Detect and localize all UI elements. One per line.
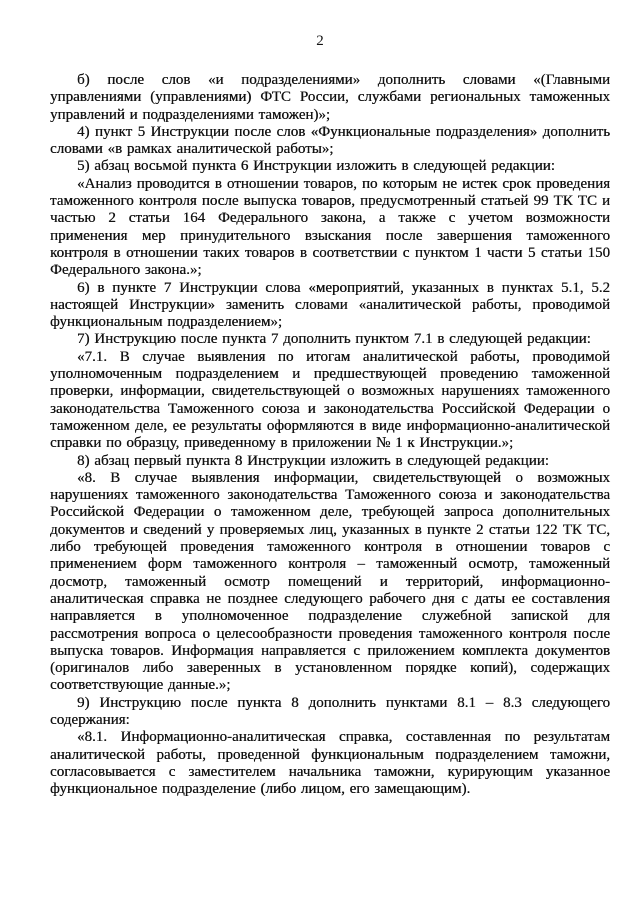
document-body (50, 72, 610, 798)
page-number: 2 (316, 33, 324, 49)
paragraph: «7.1. В случае выявления по итогам аналитической работы, проводимой уполномоченным подразделением и предшествующей проведению таможенной проверки, информации, свидетельствующей о возможных нарушениях таможенного законодательства Таможенного союза и законодательства Российской Федерации о таможенном деле, ее результаты оформляются в виде информационно-аналитической справки по образцу, приведенному в приложении № 1 к Инструкции.»; (50, 348, 610, 452)
paragraph: «Анализ проводится в отношении товаров, по которым не истек срок проведения таможенного контроля после выпуска товаров, предусмотренный статьей 99 ТК ТС и частью 2 статьи 164 Федерального закона, а также с учетом возможности применения мер принудительного взыскания после завершения таможенного контроля в отношении таких товаров в соответствии с пунктом 1 части 5 статьи 150 Федерального закона.»; (50, 175, 610, 279)
paragraph: б) после слов «и подразделениями» дополнить словами «(Главными управлениями (управлениями) ФТС России, службами региональных таможенных управлений и подразделениями таможен)»; (50, 72, 610, 123)
paragraph: 8) абзац первый пункта 8 Инструкции изложить в следующей редакции: (77, 452, 549, 469)
paragraph: 7) Инструкцию после пункта 7 дополнить пунктом 7.1 в следующей редакции: (77, 331, 591, 348)
paragraph: 5) абзац восьмой пункта 6 Инструкции изложить в следующей редакции: (77, 158, 555, 175)
paragraph: 9) Инструкцию после пункта 8 дополнить пунктами 8.1 – 8.3 следующего содержания: (50, 694, 610, 728)
paragraph: 6) в пункте 7 Инструкции слова «мероприятий, указанных в пунктах 5.1, 5.2 настоящей Инструкции» заменить словами «аналитической работы, проводимой функциональным подразделением»; (50, 279, 610, 331)
paragraph: «8. В случае выявления информации, свидетельствующей о возможных нарушениях таможенного законодательства Таможенного союза и законодательства Российской Федерации о таможенном деле, требующей запроса дополнительных документов и сведений у проверяемых лиц, указанных в пункте 2 статьи 122 ТК ТС, либо требующей проведения таможенного контроля в отношении товаров с применением форм таможенного контроля – таможенный осмотр, таможенный досмотр, таможенный осмотр помещений и территорий, информационно-аналитическая справка не позднее следующего рабочего дня с даты ее составления направляется в уполномоченное подразделение служебной запиской для рассмотрения вопроса о целесообразности проведения таможенного контроля после выпуска товаров. Информация направляется с приложением комплекта документов (оригиналов либо заверенных в установленном порядке копий), содержащих соответствующие данные.»; (50, 469, 610, 694)
paragraph: «8.1. Информационно-аналитическая справка, составленная по результатам аналитической работы, проведенной функциональным подразделением таможни, согласовывается с заместителем начальника таможни, курирующим указанное функциональное подразделение (либо лицом, его замещающим). (50, 729, 610, 798)
paragraph: 4) пункт 5 Инструкции после слов «Функциональные подразделения» дополнить словами «в рамках аналитической работы»; (50, 123, 610, 158)
